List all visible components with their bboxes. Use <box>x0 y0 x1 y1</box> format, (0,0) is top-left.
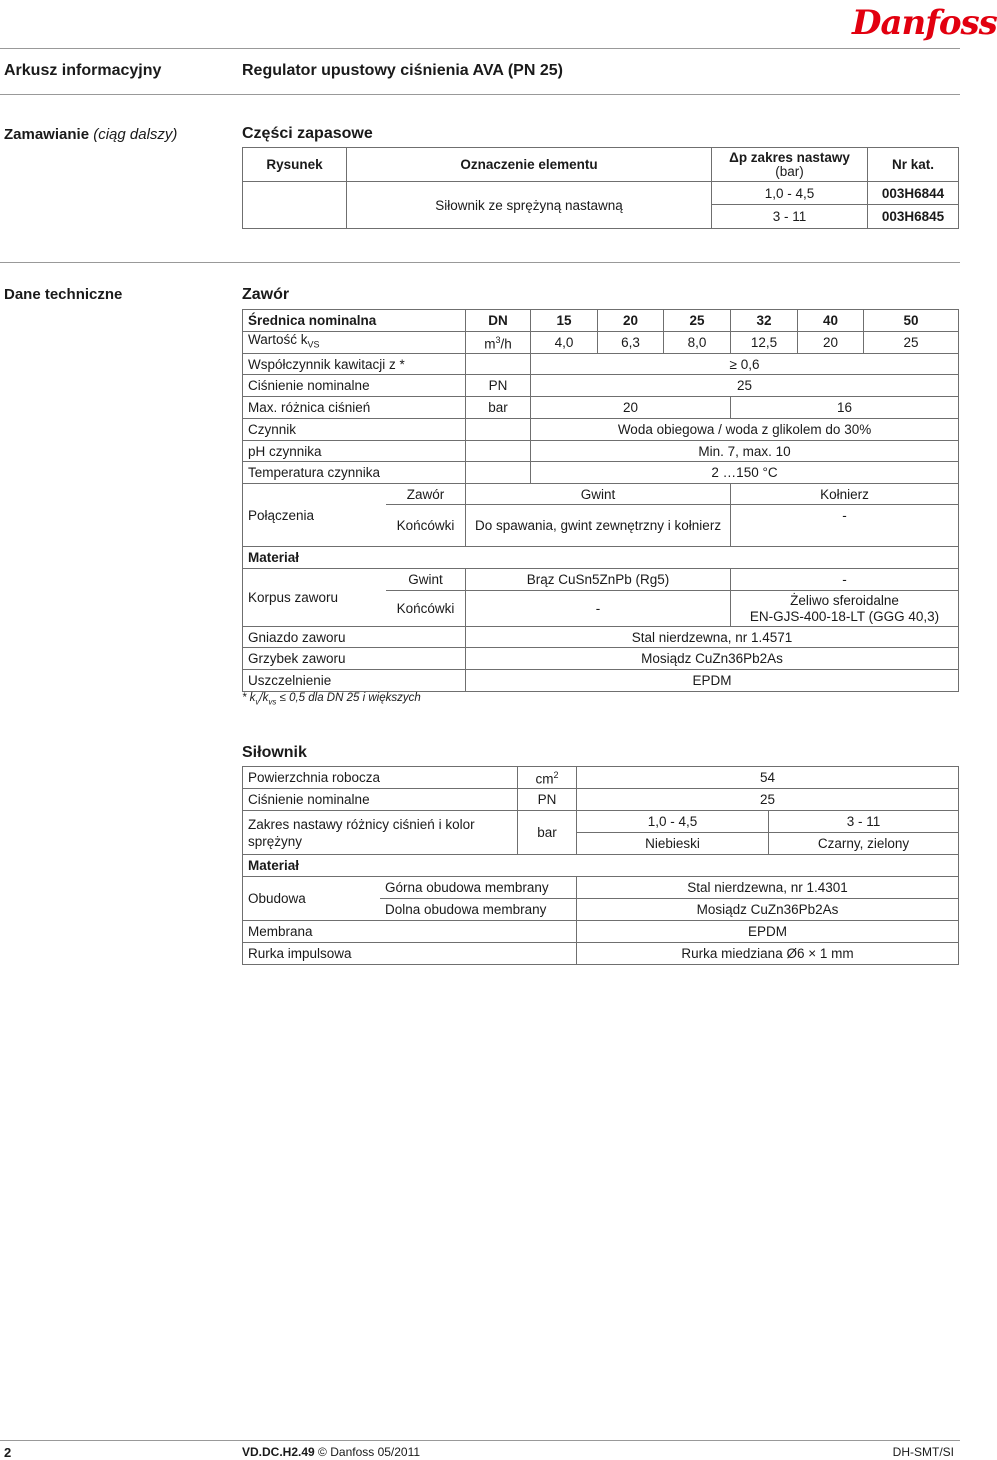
element-cell: Siłownik ze sprężyną nastawną <box>347 182 712 229</box>
kvs-label-sub: VS <box>307 339 320 350</box>
cone-value: Mosiądz CuZn36Pb2As <box>466 648 959 670</box>
pn-value: 25 <box>531 375 959 397</box>
table-row <box>243 648 959 670</box>
body-ends-a: - <box>466 591 731 627</box>
ordering-label: Zamawianie <box>4 126 90 143</box>
setting-color-b: Czarny, zielony <box>769 833 959 855</box>
actuator-title: Siłownik <box>242 744 307 761</box>
table-row <box>243 462 959 484</box>
spare-parts-table <box>242 147 959 229</box>
table-row <box>243 569 959 591</box>
kvs-value: 4,0 <box>531 332 598 354</box>
footnote-start: * k <box>242 692 256 704</box>
table-row <box>243 148 959 182</box>
document-code-text: VD.DC.H2.49 <box>242 1445 315 1459</box>
table-row <box>243 811 959 833</box>
medium-label: Czynnik <box>243 419 466 441</box>
actuator-material-title: Materiał <box>243 855 959 877</box>
cone-label: Grzybek zaworu <box>243 648 466 670</box>
range-cell: 3 - 11 <box>712 205 868 229</box>
header-range-text: Δp zakres nastawy <box>729 149 850 165</box>
maxdp-unit: bar <box>466 397 531 419</box>
kvs-unit <box>466 332 531 354</box>
table-row <box>243 310 959 332</box>
copyright: © Danfoss 05/2011 <box>318 1445 421 1459</box>
kvs-label-text: Wartość k <box>248 332 308 348</box>
kvs-value: 20 <box>798 332 864 354</box>
table-row <box>243 547 959 569</box>
dn-label: Średnica nominalna <box>243 310 466 332</box>
header-drawing: Rysunek <box>243 148 347 182</box>
table-row <box>243 943 959 965</box>
table-row <box>243 789 959 811</box>
area-unit-sup: 2 <box>553 770 559 781</box>
conn-ends-a: Do spawania, gwint zewnętrzny i kołnierz <box>466 505 731 547</box>
housing-label: Obudowa <box>243 877 380 921</box>
dn-value: 25 <box>664 310 731 332</box>
maxdp-value-b: 16 <box>731 397 959 419</box>
dn-value: 32 <box>731 310 798 332</box>
kvs-label <box>243 332 466 354</box>
footnote-sub1: v <box>255 697 260 707</box>
cavitation-value: ≥ 0,6 <box>531 354 959 375</box>
header-range-unit: (bar) <box>775 163 804 179</box>
thread-b: - <box>731 569 959 591</box>
cavitation-unit <box>466 354 531 375</box>
valve-title: Zawór <box>242 286 290 303</box>
area-label: Powierzchnia robocza <box>243 767 518 789</box>
table-row <box>243 441 959 462</box>
footnote-sub2: vs <box>268 697 277 707</box>
table-row <box>243 182 959 205</box>
ph-value: Min. 7, max. 10 <box>531 441 959 462</box>
temperature-value: 2 …150 °C <box>531 462 959 484</box>
actuator-table <box>242 766 959 965</box>
header-element: Oznaczenie elementu <box>347 148 712 182</box>
area-value: 54 <box>577 767 959 789</box>
seal-value: EPDM <box>466 670 959 692</box>
conn-ends-label: Końcówki <box>386 505 466 547</box>
conn-ends-b: - <box>731 505 959 547</box>
upper-label: Górna obudowa membrany <box>380 877 577 899</box>
seat-label: Gniazdo zaworu <box>243 627 466 648</box>
medium-unit <box>466 419 531 441</box>
setting-label: Zakres nastawy różnicy ciśnień i kolor sprężyny <box>243 811 518 855</box>
header-rule <box>0 48 960 49</box>
tube-label: Rurka impulsowa <box>243 943 577 965</box>
document-code <box>242 1445 420 1459</box>
conn-valve-label: Zawór <box>386 484 466 505</box>
membrane-label: Membrana <box>243 921 577 943</box>
table-row <box>243 332 959 354</box>
seat-value: Stal nierdzewna, nr 1.4571 <box>466 627 959 648</box>
lower-label: Dolna obudowa membrany <box>380 899 577 921</box>
table-row <box>243 375 959 397</box>
table-row <box>243 921 959 943</box>
table-row <box>243 397 959 419</box>
maxdp-label: Max. różnica ciśnień <box>243 397 466 419</box>
seal-label: Uszczelnienie <box>243 670 466 692</box>
thread-a: Brąz CuSn5ZnPb (Rg5) <box>466 569 731 591</box>
kvs-value: 12,5 <box>731 332 798 354</box>
dn-value: 50 <box>864 310 959 332</box>
page-title: Regulator upustowy ciśnienia AVA (PN 25) <box>242 62 563 79</box>
header-rule-bottom <box>0 94 960 95</box>
tube-value: Rurka miedziana Ø6 × 1 mm <box>577 943 959 965</box>
act-pn-unit: PN <box>518 789 577 811</box>
table-row <box>243 419 959 441</box>
ph-unit <box>466 441 531 462</box>
body-ends-b-line1: Żeliwo sferoidalne <box>790 592 899 608</box>
ordering-label-suffix: (ciąg dalszy) <box>93 126 178 143</box>
temperature-label: Temperatura czynnika <box>243 462 466 484</box>
conn-valve-a: Gwint <box>466 484 731 505</box>
valve-table <box>242 309 959 692</box>
act-pn-label: Ciśnienie nominalne <box>243 789 518 811</box>
maxdp-value-a: 20 <box>531 397 731 419</box>
dn-unit: DN <box>466 310 531 332</box>
kvs-unit-tail: /h <box>500 336 512 352</box>
connections-label: Połączenia <box>243 484 386 547</box>
thread-label: Gwint <box>386 569 466 591</box>
range-cell: 1,0 - 4,5 <box>712 182 868 205</box>
header-range <box>712 148 868 182</box>
setting-range-a: 1,0 - 4,5 <box>577 811 769 833</box>
dn-value: 40 <box>798 310 864 332</box>
setting-unit: bar <box>518 811 577 855</box>
body-ends-b <box>731 591 959 627</box>
kvs-value: 8,0 <box>664 332 731 354</box>
valve-material-title: Materiał <box>243 547 959 569</box>
pn-label: Ciśnienie nominalne <box>243 375 466 397</box>
cavitation-label: Współczynnik kawitacji z * <box>243 354 466 375</box>
code-cell: 003H6845 <box>868 205 959 229</box>
conn-valve-b: Kołnierz <box>731 484 959 505</box>
area-unit <box>518 767 577 789</box>
temperature-unit <box>466 462 531 484</box>
lower-value: Mosiądz CuZn36Pb2As <box>577 899 959 921</box>
act-pn-value: 25 <box>577 789 959 811</box>
setting-range-b: 3 - 11 <box>769 811 959 833</box>
drawing-cell <box>243 182 347 229</box>
table-row <box>243 767 959 789</box>
footnote-mid: /k <box>259 692 269 704</box>
footer-rule <box>0 1440 960 1441</box>
table-row <box>243 670 959 692</box>
area-unit-text: cm <box>535 771 554 787</box>
ordering-section-label <box>4 126 177 143</box>
membrane-value: EPDM <box>577 921 959 943</box>
ph-label: pH czynnika <box>243 441 466 462</box>
document-type: Arkusz informacyjny <box>4 62 162 79</box>
code-cell: 003H6844 <box>868 182 959 205</box>
table-row <box>243 877 959 899</box>
footnote-tail: ≤ 0,5 dla DN 25 i większych <box>276 692 421 704</box>
dn-value: 15 <box>531 310 598 332</box>
kvs-unit-sup: 3 <box>495 335 501 346</box>
setting-color-a: Niebieski <box>577 833 769 855</box>
danfoss-logo: Danfoss <box>852 3 997 43</box>
pn-unit: PN <box>466 375 531 397</box>
kv-footnote <box>242 692 421 706</box>
table-row <box>243 855 959 877</box>
technical-section-label: Dane techniczne <box>4 286 123 303</box>
section-rule <box>0 262 960 263</box>
spare-parts-title: Części zapasowe <box>242 125 373 142</box>
table-row <box>243 484 959 505</box>
body-ends-b-line2: EN-GJS-400-18-LT (GGG 40,3) <box>749 608 940 624</box>
kvs-unit-text: m <box>484 336 496 352</box>
page-number: 2 <box>4 1445 12 1460</box>
kvs-value: 6,3 <box>598 332 664 354</box>
medium-value: Woda obiegowa / woda z glikolem do 30% <box>531 419 959 441</box>
body-ends-label: Końcówki <box>386 591 466 627</box>
dn-value: 20 <box>598 310 664 332</box>
body-label: Korpus zaworu <box>243 569 386 627</box>
kvs-value: 25 <box>864 332 959 354</box>
department-code: DH-SMT/SI <box>892 1445 954 1459</box>
upper-value: Stal nierdzewna, nr 1.4301 <box>577 877 959 899</box>
table-row <box>243 354 959 375</box>
header-code: Nr kat. <box>868 148 959 182</box>
table-row <box>243 627 959 648</box>
